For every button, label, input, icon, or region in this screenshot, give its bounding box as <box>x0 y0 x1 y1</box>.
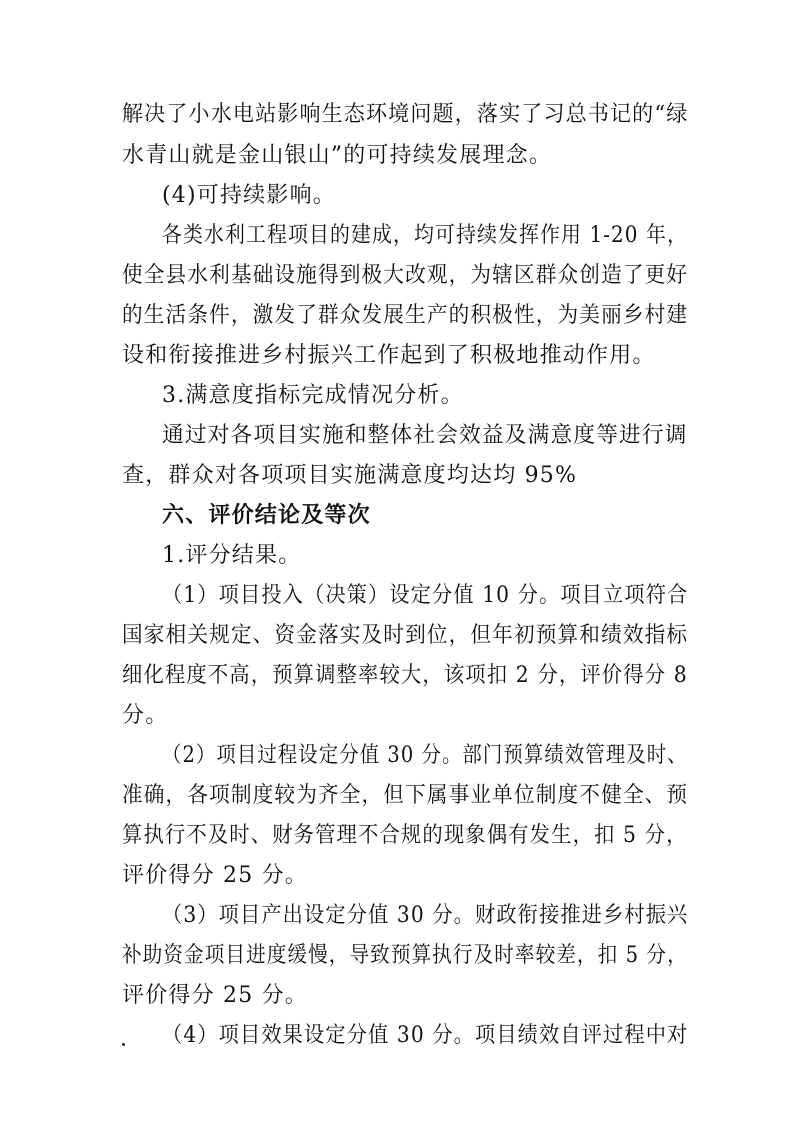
text-line: 补助资金项目进度缓慢，导致预算执行及时率较差，扣 5 分， <box>122 943 688 968</box>
text-line: （1）项目投入（决策）设定分值 10 分。项目立项符合 <box>162 583 689 608</box>
text-line: 水青山就是金山银山”的可持续发展理念。 <box>122 143 553 168</box>
section-heading: (4)可持续影响。 <box>162 183 336 208</box>
text-line: （2）项目过程设定分值 30 分。部门预算绩效管理及时、 <box>162 743 688 768</box>
text-line: 细化程度不高，预算调整率较大，该项扣 2 分，评价得分 8 <box>122 663 688 688</box>
text-line: 评价得分 25 分。 <box>122 983 308 1008</box>
section-heading: 1.评分结果。 <box>162 543 302 568</box>
text-line: 设和衔接推进乡村振兴工作起到了积极地推动作用。 <box>122 343 656 368</box>
stray-mark <box>122 1043 125 1046</box>
text-line: 国家相关规定、资金落实及时到位，但年初预算和绩效指标 <box>122 623 689 648</box>
text-line: 的生活条件，激发了群众发展生产的积极性，为美丽乡村建 <box>122 303 689 328</box>
text-line: 准确，各项制度较为齐全，但下属事业单位制度不健全、预 <box>122 783 689 808</box>
text-line: 通过对各项目实施和整体社会效益及满意度等进行调 <box>162 423 688 448</box>
section-heading: 3.满意度指标完成情况分析。 <box>162 383 464 408</box>
text-line: 算执行不及时、财务管理不合规的现象偶有发生，扣 5 分， <box>122 823 688 848</box>
text-line: 分。 <box>122 703 169 728</box>
text-line: 查，群众对各项项目实施满意度均达均 95% <box>122 463 578 488</box>
text-line: 评价得分 25 分。 <box>122 863 308 888</box>
chapter-heading: 六、评价结论及等次 <box>162 503 371 528</box>
text-line: 使全县水利基础设施得到极大改观，为辖区群众创造了更好 <box>122 263 689 288</box>
text-line: 解决了小水电站影响生态环境问题，落实了习总书记的“绿 <box>122 102 689 127</box>
text-line: （4）项目效果设定分值 30 分。项目绩效自评过程中对 <box>162 1023 689 1048</box>
text-line: （3）项目产出设定分值 30 分。财政衔接推进乡村振兴 <box>162 903 689 928</box>
text-line: 各类水利工程项目的建成，均可持续发挥作用 1-20 年， <box>162 223 688 248</box>
